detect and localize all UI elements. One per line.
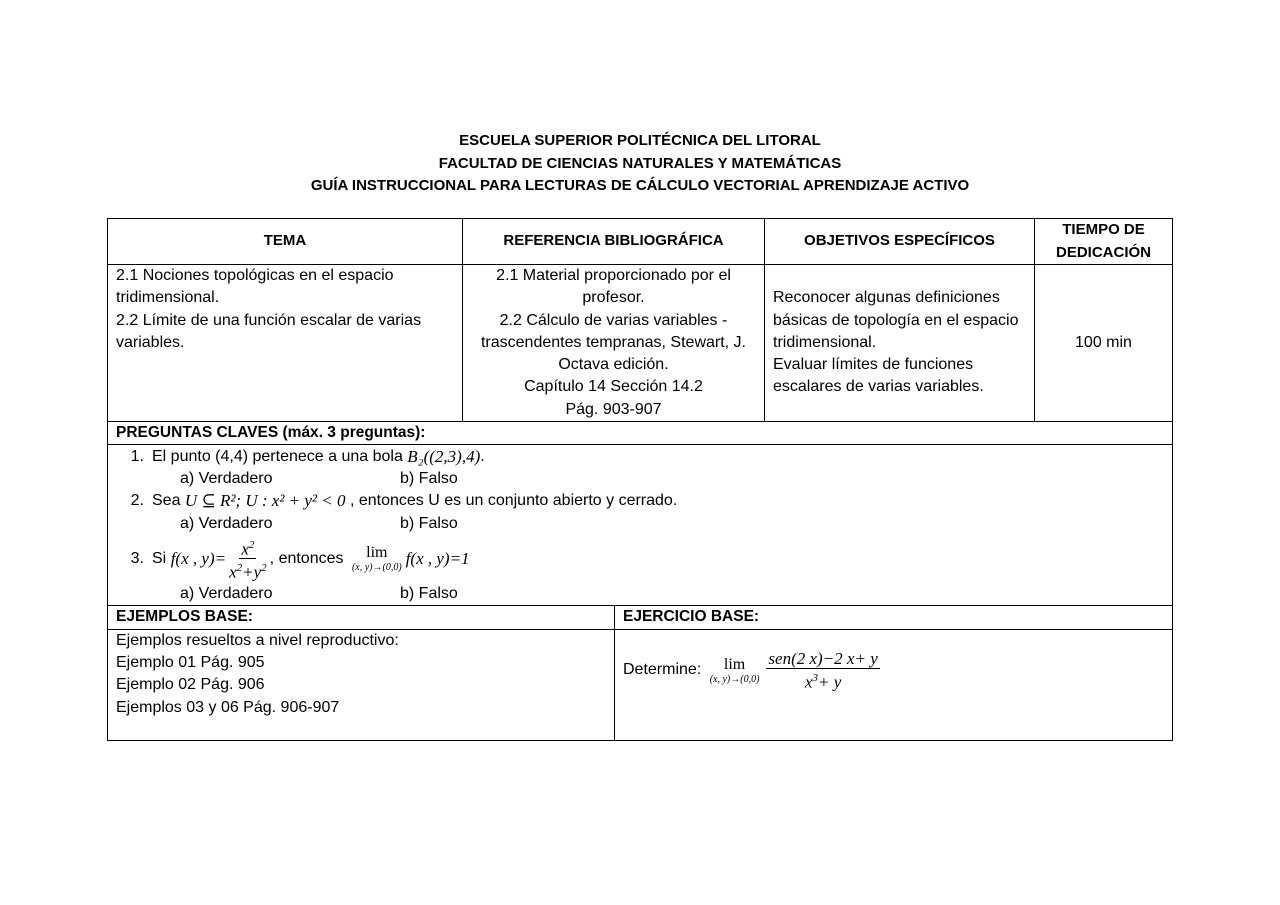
referencia-cell bbox=[463, 265, 765, 422]
limit-formula: f(x , y)=1 bbox=[405, 548, 470, 568]
document-header bbox=[0, 130, 1280, 198]
fraction-formula: $\frac{x^2}{x^2+y^2}$ bbox=[229, 536, 267, 582]
set-formula: U ⊆ R²; U : x² + y² < 0 bbox=[184, 491, 346, 511]
header-tiempo bbox=[1035, 219, 1173, 265]
preguntas-title-row bbox=[108, 422, 1173, 445]
objetivo-item: Reconocer algunas definiciones básicas de topología en el espacio tridimensional. bbox=[773, 289, 1019, 351]
option-b: b) Falso bbox=[400, 584, 458, 602]
header-referencia: REFERENCIA BIBLIOGRÁFICA bbox=[463, 219, 765, 265]
options-row bbox=[116, 583, 1164, 605]
ejemplos-cell bbox=[108, 629, 615, 740]
question-number: 2. bbox=[130, 492, 144, 510]
objetivos-cell bbox=[765, 265, 1035, 422]
option-a: a) Verdadero bbox=[180, 469, 273, 487]
question-text: Sea bbox=[152, 492, 181, 510]
question-text: , entonces bbox=[269, 549, 344, 567]
referencia-line: Pág. 903-907 bbox=[565, 400, 662, 418]
referencia-line: 2.1 Material proporcionado por el profesor. bbox=[496, 267, 731, 307]
header-faculty: FACULTAD DE CIENCIAS NATURALES Y MATEMÁTICAS bbox=[438, 154, 842, 172]
table-header-row bbox=[108, 219, 1173, 265]
question-text: Si bbox=[152, 549, 167, 567]
referencia-line: 2.2 Cálculo de varias variables - trascendentes tempranas, Stewart, J. Octava edición. bbox=[480, 311, 746, 374]
option-b: b) Falso bbox=[400, 469, 458, 487]
referencia-line: Capítulo 14 Sección 14.2 bbox=[524, 378, 703, 396]
ejemplos-title: EJEMPLOS BASE: bbox=[108, 606, 615, 629]
header-tiempo-line2: DEDICACIÓN bbox=[1055, 243, 1151, 261]
options-row bbox=[116, 468, 1164, 490]
option-b: b) Falso bbox=[400, 514, 458, 532]
limit-operator: lim (x, y)→(0,0) bbox=[709, 655, 760, 685]
base-title-row bbox=[108, 606, 1173, 629]
preguntas-row bbox=[108, 445, 1173, 606]
ejercicio-title: EJERCICIO BASE: bbox=[615, 606, 1173, 629]
guide-table bbox=[107, 218, 1173, 741]
function-formula: f(x , y)= bbox=[170, 548, 227, 568]
tema-item: 2.2 Límite de una función escalar de varias variables. bbox=[116, 311, 422, 351]
header-tema: TEMA bbox=[108, 219, 463, 265]
limit-operator: lim (x, y)→(0,0) bbox=[351, 543, 402, 573]
ejemplos-line: Ejemplos resueltos a nivel reproductivo: bbox=[116, 631, 399, 649]
preguntas-cell bbox=[108, 445, 1173, 606]
ejercicio-cell bbox=[615, 629, 1173, 740]
question-end: . bbox=[480, 447, 485, 465]
header-institution: ESCUELA SUPERIOR POLITÉCNICA DEL LITORAL bbox=[459, 132, 821, 149]
options-row bbox=[116, 513, 1164, 535]
ejemplos-line: Ejemplos 03 y 06 Pág. 906-907 bbox=[116, 698, 340, 716]
tiempo-cell: 100 min bbox=[1035, 265, 1173, 422]
option-a: a) Verdadero bbox=[180, 514, 273, 532]
question-3 bbox=[116, 535, 1164, 583]
question-text: , entonces U es un conjunto abierto y cerrado. bbox=[349, 492, 678, 510]
ball-formula: B₂((2,3),4) bbox=[407, 446, 481, 466]
header-guide-title: GUÍA INSTRUCCIONAL PARA LECTURAS DE CÁLCULO VECTORIAL APRENDIZAJE ACTIVO bbox=[310, 177, 970, 194]
tema-item: 2.1 Nociones topológicas en el espacio tridimensional. bbox=[116, 267, 394, 307]
question-1 bbox=[116, 446, 1164, 468]
tema-cell bbox=[108, 265, 463, 422]
ejercicio-fraction: $\frac{\text{sen(2 x)−2 x+ y}}{x^3+ y}$ bbox=[768, 648, 878, 692]
base-content-row bbox=[108, 629, 1173, 740]
header-tiempo-line1: TIEMPO DE bbox=[1062, 221, 1145, 239]
option-a: a) Verdadero bbox=[180, 584, 273, 602]
header-objetivos: OBJETIVOS ESPECÍFICOS bbox=[765, 219, 1035, 265]
ejercicio-formula bbox=[623, 650, 1164, 692]
question-text: El punto (4,4) pertenece a una bola bbox=[152, 447, 403, 465]
question-2 bbox=[116, 490, 1164, 512]
objetivo-item: Evaluar límites de funciones escalares de varias variables. bbox=[773, 356, 984, 396]
preguntas-title: PREGUNTAS CLAVES (máx. 3 preguntas): bbox=[108, 422, 1173, 445]
question-number: 3. bbox=[130, 549, 144, 567]
ejemplos-line: Ejemplo 02 Pág. 906 bbox=[116, 676, 265, 694]
question-number: 1. bbox=[130, 447, 144, 465]
ejemplos-line: Ejemplo 01 Pág. 905 bbox=[116, 653, 265, 671]
table-content-row bbox=[108, 265, 1173, 422]
ejercicio-label: Determine: bbox=[623, 661, 702, 679]
